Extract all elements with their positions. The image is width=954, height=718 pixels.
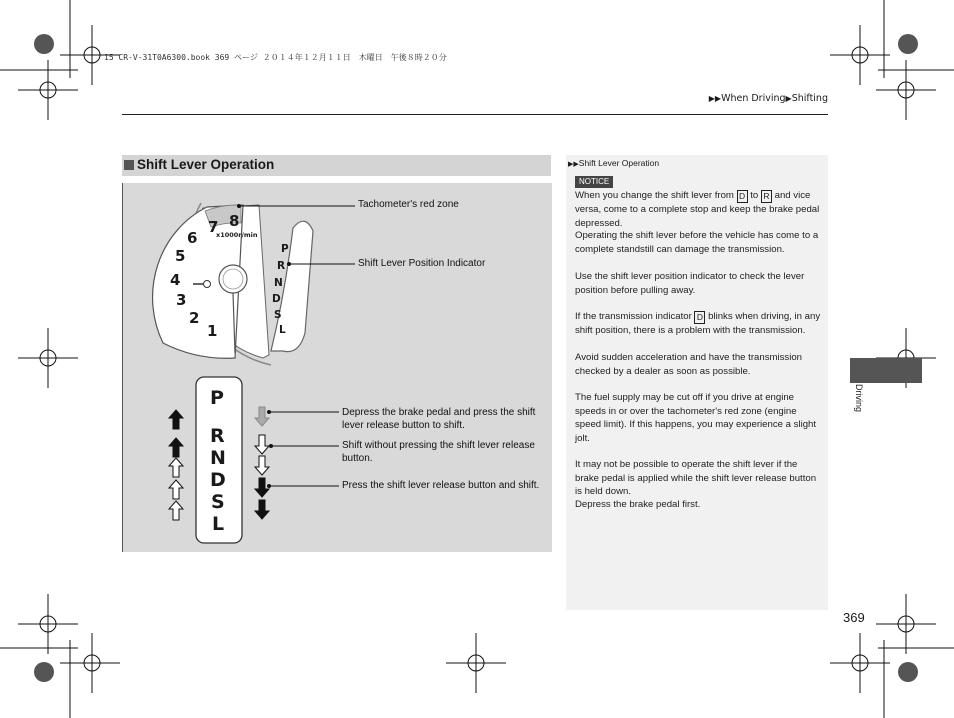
gate-letter: R [210, 425, 225, 447]
sidebar-arrows: ▶▶ [568, 161, 579, 168]
notice-badge: NOTICE [575, 176, 613, 188]
gate-letter: P [210, 387, 224, 409]
indicator-letter: D [272, 293, 281, 305]
print-header: 15 CR-V-31T0A6300.book 369 ページ ２０１４年１２月１１日 木曜日 午後８時２０分 [104, 53, 447, 62]
note-paragraph [575, 310, 821, 338]
shift-lever-figure [122, 183, 552, 552]
indicator-letter: L [279, 324, 286, 336]
page-number: 369 [843, 610, 865, 625]
sidebar-note [566, 155, 828, 610]
note-paragraph [575, 189, 821, 230]
note-text: and vice versa, come to a complete stop and keep the brake pedal depressed. [575, 190, 820, 229]
callout-position-indicator: Shift Lever Position Indicator [358, 258, 486, 269]
note-text: blinks when driving, in any shift position, there is a problem with the transmission. [575, 311, 821, 336]
note-paragraph: It may not be possible to operate the shift lever if the brake pedal is applied while the shift lever release button is held down. [575, 459, 817, 497]
note-paragraph: The fuel supply may be cut off if you drive at engine speeds in or over the tachometer's red zone (engine speed limit). If this happens, you may experience a slight jolt. [575, 392, 817, 444]
note-paragraph: Use the shift lever position indicator to check the lever position before pulling away. [575, 271, 805, 296]
callout-brake-and-button: Depress the brake pedal and press the shift lever release button to shift. [342, 407, 536, 431]
indicator-letter: P [281, 243, 289, 255]
indicator-letter: N [274, 277, 283, 289]
tach-number: 1 [207, 322, 218, 340]
tach-number: 4 [170, 271, 181, 289]
tach-number: 7 [208, 218, 219, 236]
tach-number: 5 [175, 247, 186, 265]
tach-number: 3 [176, 291, 187, 309]
chapter-tab-label: Driving [854, 384, 864, 413]
section-heading [122, 155, 551, 176]
tach-number: 8 [229, 212, 240, 230]
breadcrumb-current: Shifting [791, 93, 828, 104]
indicator-letter: R [277, 260, 286, 272]
down-arrows [255, 407, 269, 519]
tach-number: 2 [189, 309, 200, 327]
breadcrumb [709, 93, 828, 104]
gate-letter: N [210, 447, 226, 469]
note-text: If the transmission indicator [575, 311, 692, 322]
sidebar-heading [568, 158, 659, 168]
breadcrumb-arrows: ▶▶ [708, 94, 722, 103]
tach-number: 6 [187, 229, 198, 247]
note-text: When you change the shift lever from [575, 190, 734, 201]
sidebar-heading-text: Shift Lever Operation [578, 158, 660, 168]
note-text: to [750, 190, 759, 201]
callout-button-only: Press the shift lever release button and shift. [342, 480, 540, 491]
note-paragraph: Avoid sudden acceleration and have the transmission checked by a dealer as soon as possible. [575, 352, 803, 377]
breadcrumb-parent[interactable]: When Driving [721, 93, 786, 104]
callout-without-button: Shift without pressing the shift lever release button. [342, 440, 535, 464]
gear-d-symbol: D [737, 190, 748, 203]
chapter-tab[interactable] [850, 358, 922, 383]
tach-unit: x1000r/min [216, 231, 258, 239]
gear-d-symbol: D [694, 311, 705, 324]
gear-r-symbol: R [761, 190, 772, 203]
breadcrumb-separator: ▶ [785, 94, 792, 103]
note-paragraph: Depress the brake pedal first. [575, 499, 701, 510]
callout-red-zone: Tachometer's red zone [358, 199, 459, 210]
up-arrows [169, 410, 183, 520]
gate-letter: D [210, 469, 226, 491]
heading-square-icon [124, 160, 134, 170]
gate-letter: S [211, 491, 225, 513]
section-title: Shift Lever Operation [137, 157, 275, 172]
note-paragraph: Operating the shift lever before the vehicle has come to a complete standstill can damage the transmission. [575, 230, 819, 255]
gate-letter: L [212, 513, 225, 535]
header-rule [122, 114, 828, 115]
indicator-letter: S [274, 309, 282, 321]
